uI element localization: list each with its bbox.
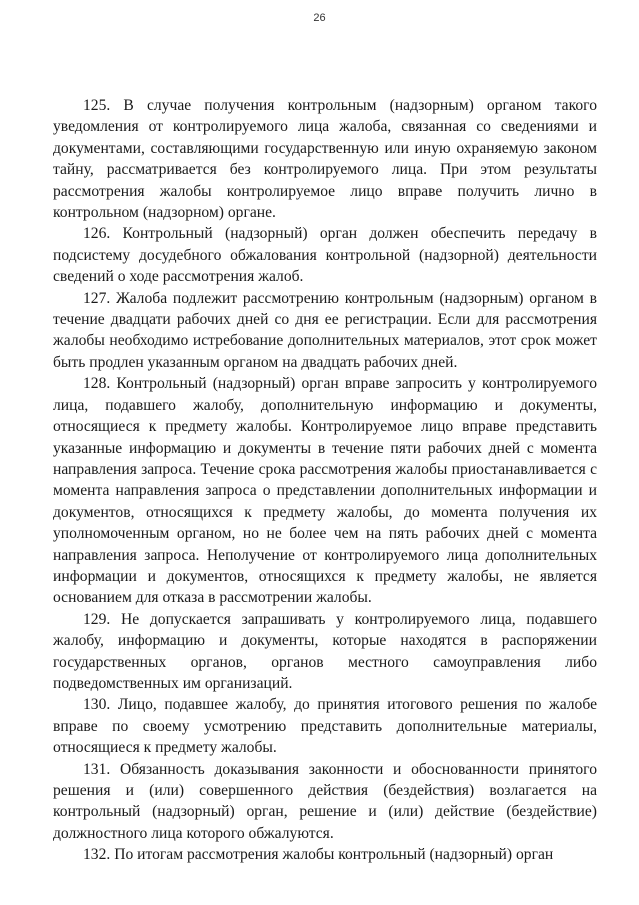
paragraph-125: 125. В случае получения контрольным (надзорным) органом такого уведомления от контролируемого лица жалоба, связанная со сведениями и документами, составляющими государственную или иную охраняемую законом тайну, рассматривается без контролируемого лица. При этом результаты рассмотрения жалобы контролируемое лицо вправе получить лично в контрольном (надзорном) органе. xyxy=(53,97,597,222)
paragraph-131: 131. Обязанность доказывания законности и обоснованности принятого решения и (или) совершенного действия (бездействия) возлагается на контрольный (надзорный) орган, решение и (или) действие (бездействие) должностного лица которого обжалуются. xyxy=(53,760,597,842)
paragraph-126: 126. Контрольный (надзорный) орган должен обеспечить передачу в подсистему досудебного обжалования контрольной (надзорной) деятельности сведений о ходе рассмотрения жалоб. xyxy=(53,225,597,286)
document-body xyxy=(53,95,597,866)
page-number: 26 xyxy=(313,12,326,24)
paragraph-128: 128. Контрольный (надзорный) орган вправе запросить у контролируемого лица, подавшего жалобу, дополнительную информацию и документы, относящиеся к предмету жалобы. Контролируемое лицо вправе представить указанные информацию и документы в течение пяти рабочих дней с момента направления запроса. Течение срока рассмотрения жалобы приостанавливается с момента направления запроса о представлении дополнительных информации и документов, относящихся к предмету жалобы, до момента получения их уполномоченным органом, но не более чем на пять рабочих дней с момента направления запроса. Неполучение от контролируемого лица дополнительных информации и документов, относящихся к предмету жалобы, не является основанием для отказа в рассмотрении жалобы. xyxy=(53,375,597,607)
paragraph-130: 130. Лицо, подавшее жалобу, до принятия итогового решения по жалобе вправе по своему усмотрению представить дополнительные материалы, относящиеся к предмету жалобы. xyxy=(53,696,597,757)
paragraph-127: 127. Жалоба подлежит рассмотрению контрольным (надзорным) органом в течение двадцати рабочих дней со дня ее регистрации. Если для рассмотрения жалобы необходимо истребование дополнительных материалов, этот срок может быть продлен указанным органом на двадцать рабочих дней. xyxy=(53,289,597,371)
paragraph-132: 132. По итогам рассмотрения жалобы контрольный (надзорный) орган xyxy=(83,846,554,864)
paragraph-129: 129. Не допускается запрашивать у контролируемого лица, подавшего жалобу, информацию и документы, которые находятся в распоряжении государственных органов, органов местного самоуправления либо подведомственных им организаций. xyxy=(53,610,597,692)
